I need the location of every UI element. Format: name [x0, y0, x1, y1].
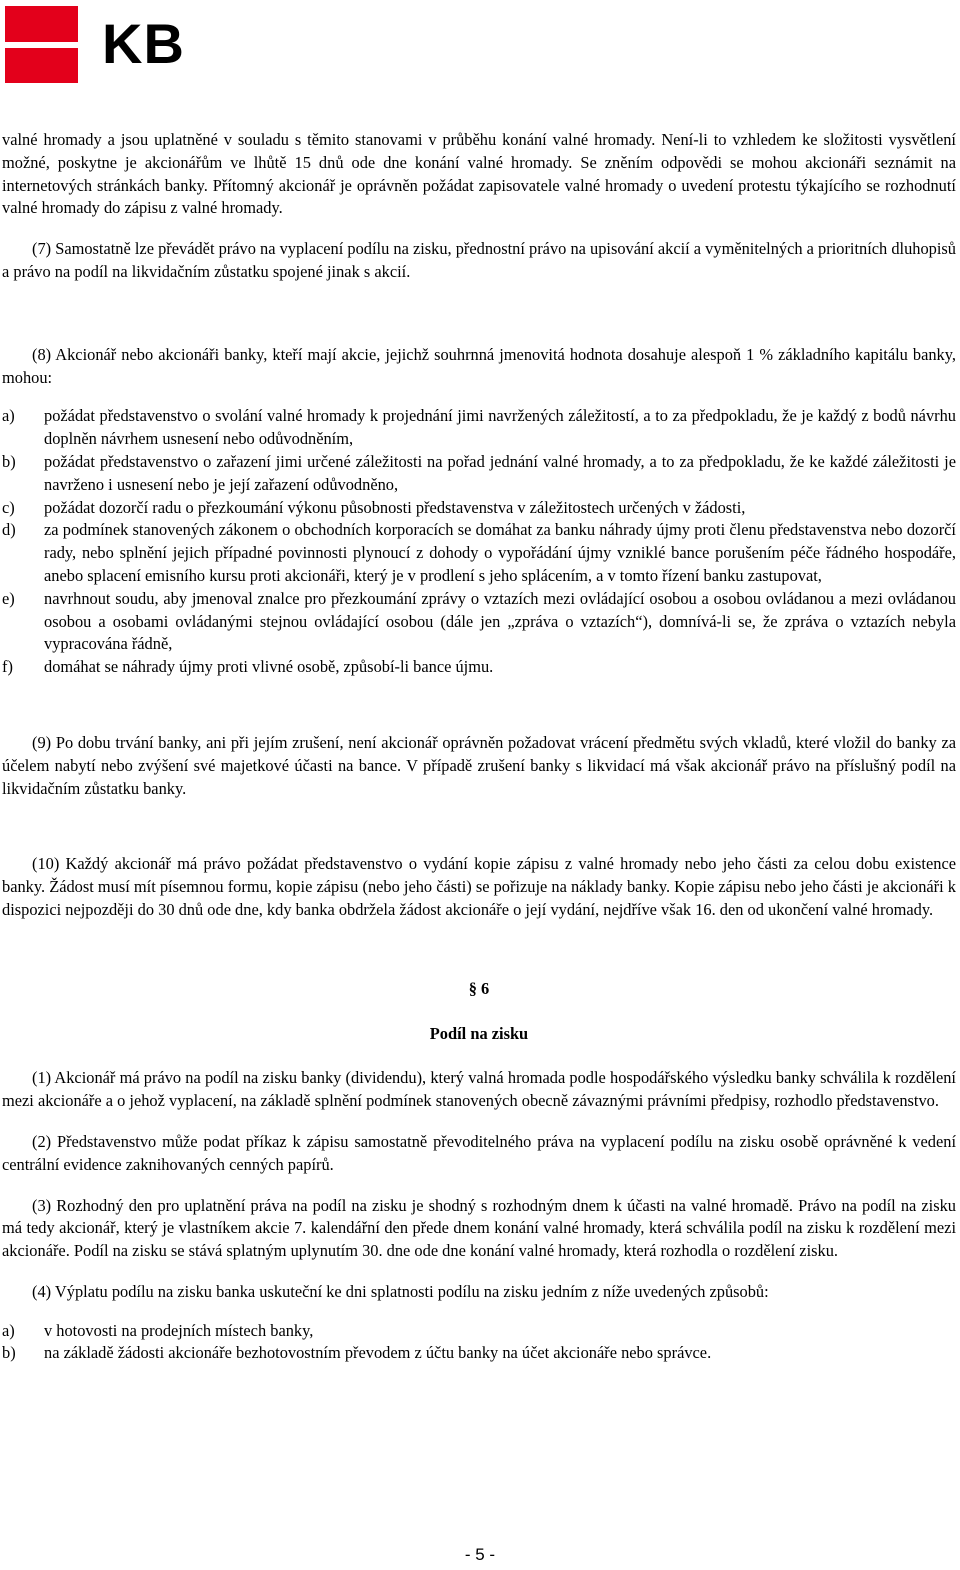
paragraph-8-list	[2, 405, 956, 679]
document-body	[2, 129, 956, 1365]
list-item-text: požádat představenstvo o zařazení jimi určené záležitosti na pořad jednání valné hromady, a to za předpokladu, že ke každé záležitosti je navrženo i usnesení nebo je její zařazení odůvodněno,	[44, 451, 956, 494]
list-item	[2, 451, 956, 497]
logo-red-square	[5, 6, 78, 83]
list-item-text: navrhnout soudu, aby jmenoval znalce pro přezkoumání zprávy o vztazích mezi ovládající osobou a osobou ovládanou a mezi ovládanou osobou a osobami ovládanými stejnou ovládající osobou (dále jen „zpráva o vztazích“), domnívá-li se, že zpráva o vztazích nebyla vypracována řádně,	[44, 588, 956, 654]
list-item-text: domáhat se náhrady újmy proti vlivné osobě, způsobí-li bance újmu.	[44, 657, 494, 677]
section-paragraph-3: (3) Rozhodný den pro uplatnění práva na podíl na zisku je shodný s rozhodným dnem k účasti na valné hromadě. Právo na podíl na zisku má tedy akcionář, který je vlastníkem akcie 7. kalendářní den přede dnem konání valné hromady, která schválila podíl na zisku k rozdělení mezi akcionáře. Podíl na zisku se stává splatným uplynutím 30. dne ode dne konání valné hromady, která rozhodla o rozdělení zisku.	[2, 1195, 956, 1261]
kb-logo	[5, 6, 220, 84]
list-item-letter: e)	[2, 588, 15, 608]
list-item	[2, 588, 956, 656]
list-item	[2, 656, 956, 679]
paragraph-9: (9) Po dobu trvání banky, ani při jejím zrušení, není akcionář oprávněn požadovat vrácení předmětu svých vkladů, které vložil do banky za účelem nabytí nebo zvýšení své majetkové účasti na bance. V případě zrušení banky s likvidací má však akcionář právo na příslušný podíl na likvidačním zůstatku banky.	[2, 732, 956, 798]
list-item	[2, 519, 956, 587]
section-title: Podíl na zisku	[429, 1023, 529, 1043]
list-item	[2, 1320, 956, 1343]
page-number: - 5 -	[464, 1545, 496, 1564]
section-paragraph-2: (2) Představenstvo může podat příkaz k zápisu samostatně převoditelného práva na vyplacení podílu na zisku osobě oprávněné k vedení centrální evidence zaknihovaných cenných papírů.	[2, 1131, 956, 1174]
section-paragraph-1: (1) Akcionář má právo na podíl na zisku banky (dividendu), který valná hromada podle hospodářského výsledku banky schválila k rozdělení mezi akcionáře a o jehož vyplacení, na základě splnění podmínek stanovených obecně závaznými právními předpisy, rozhodlo představenstvo.	[2, 1068, 956, 1111]
paragraph-10: (10) Každý akcionář má právo požádat představenstvo o vydání kopie zápisu z valné hromady nebo jeho části za celou dobu existence banky. Žádost musí mít písemnou formu, kopie zápisu (nebo jeho části) se pořizuje na náklady banky. Kopie zápisu nebo jeho části je akcionáři k dispozici nejpozději do 30 dnů ode dne, kdy banka obdržela žádost akcionáře o její vydání, nejdříve však 16. den od ukončení valné hromady.	[2, 854, 956, 919]
list-item-text: na základě žádosti akcionáře bezhotovostním převodem z účtu banky na účet akcionáře nebo správce.	[44, 1343, 712, 1363]
logo-white-bar	[5, 42, 78, 48]
list-item-letter: c)	[2, 497, 15, 517]
list-item-letter: a)	[2, 1320, 15, 1340]
list-item-letter: b)	[2, 451, 16, 471]
paragraph-8: (8) Akcionář nebo akcionáři banky, kteří mají akcie, jejichž souhrnná jmenovitá hodnota dosahuje alespoň 1 % základního kapitálu banky, mohou:	[2, 344, 956, 387]
paragraph-continuation: valné hromady a jsou uplatněné v souladu s těmito stanovami v průběhu konání valné hromady. Není-li to vzhledem ke složitosti vysvětlení možné, poskytne je akcionářům ve lhůtě 15 dnů ode dne konání valné hromady. Se zněním odpovědi se mohou akcionáři seznámit na internetových stránkách banky. Přítomný akcionář je oprávněn požádat zapisovatele valné hromady o uvedení protestu týkajícího se rozhodnutí valné hromady do zápisu z valné hromady.	[2, 130, 956, 218]
list-item-letter: a)	[2, 406, 15, 426]
list-item-text: požádat dozorčí radu o přezkoumání výkonu působnosti představenstva v záležitostech určených v žádosti,	[44, 497, 746, 517]
list-item-letter: d)	[2, 520, 16, 540]
list-item-text: v hotovosti na prodejních místech banky,	[44, 1320, 314, 1340]
section-number: § 6	[468, 978, 490, 998]
list-item-text: za podmínek stanovených zákonem o obchodních korporacích se domáhat za banku náhrady újmy proti členu představenstva nebo dozorčí rady, nebo splnění jejich případné povinnosti plynoucí z dohody o vypořádání újmy vzniklé bance porušením péče řádného hospodáře, anebo splacení emisního kursu proti akcionáři, který je v prodlení s jeho splácením, a v tomto řízení banku zastupovat,	[44, 520, 956, 585]
list-item	[2, 405, 956, 451]
list-item	[2, 497, 956, 520]
list-item-letter: b)	[2, 1343, 16, 1363]
logo-text: KB	[102, 12, 185, 75]
list-item	[2, 1342, 956, 1365]
paragraph-7: (7) Samostatně lze převádět právo na vyplacení podílu na zisku, přednostní právo na upisování akcií a vyměnitelných a prioritních dluhopisů a právo na podíl na likvidačním zůstatku spojené jinak s akcií.	[2, 239, 956, 281]
section-paragraph-4: (4) Výplatu podílu na zisku banka uskuteční ke dni splatnosti podílu na zisku jedním z níže uvedených způsobů:	[32, 1281, 769, 1301]
list-item-text: požádat představenstvo o svolání valné hromady k projednání jimi navržených záležitostí, a to za předpokladu, že je každý z bodů návrhu doplněn návrhem usnesení nebo odůvodněním,	[44, 406, 956, 449]
section-paragraph-4-list	[2, 1320, 956, 1366]
list-item-letter: f)	[2, 657, 13, 677]
